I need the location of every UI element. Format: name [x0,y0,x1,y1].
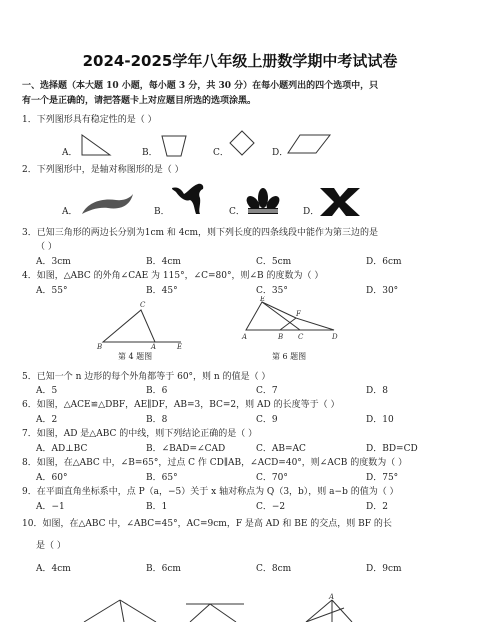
q4-label-a: A [151,343,157,350]
q10-option-c: C．8cm [256,564,292,574]
q4-label-b: B [97,343,103,350]
q6-stem: 6．如图，△ACE≌△DBF，AE∥DF，AB=3，BC=2，则 AD 的长度等于（ ） [22,400,340,410]
q2-x-logo [318,186,362,218]
q6-option-b: B．8 [146,415,168,425]
q5-option-c: C．7 [256,386,278,396]
q6-label-f: F [296,310,301,318]
q1-option-a: A． [62,148,78,158]
q2-puma-logo [170,182,206,216]
q3-stem: 3．已知三角形的两边长分别为1cm 和 4cm，则下列长度的四条线段中能作为第三边的是 [22,228,379,238]
q6-figure [240,296,340,344]
q1-trapezoid-figure [160,134,188,158]
q9-stem: 9．在平面直角坐标系中，点 P（a，−5）关于 x 轴对称点为 Q（3，b），则 a−b 的值为（ ） [22,487,399,497]
q6-label-d: D [332,333,338,341]
q8-stem: 8．如图，在△ABC 中，∠B=65°，过点 C 作 CD∥AB，∠ACD=40°，则∠ACB 的度数为（ ） [22,458,408,468]
q2-option-d: D． [303,207,320,217]
q2-stem: 2．下列图形中，是轴对称图形的是（ ） [22,165,184,175]
q6-option-c: C．9 [256,415,278,425]
q2-option-b: B． [154,207,170,217]
q6-option-d: D．10 [366,415,394,425]
q5-option-b: B．6 [146,386,168,396]
q7-option-a: A．AD⊥BC [36,444,88,454]
q4-label-c: C [140,301,146,309]
q1-option-d: D． [272,148,289,158]
q10-option-a: A．4cm [36,564,71,574]
q1-parallelogram-figure [286,133,332,155]
q1-diamond-figure [228,129,256,157]
q1-stem: 1．下列图形具有稳定性的是（ ） [22,115,157,125]
q6-label-e: E [260,296,266,303]
q4-option-b: B．45° [146,286,178,296]
q4-label-e: E [177,343,183,350]
page-title: 2024-2025学年八年级上册数学期中考试试卷 [82,52,398,70]
q8-option-a: A．60° [36,473,68,483]
q8-figure-partial [180,596,250,622]
q4-option-c: C．35° [256,286,288,296]
q7-figure-partial [80,598,160,622]
q7-option-d: D．BD=CD [366,444,418,454]
q3-option-b: B．4cm [146,257,181,267]
q8-option-d: D．75° [366,473,399,483]
q9-option-d: D．2 [366,502,388,512]
q10-label-a: A [329,593,335,601]
q4-figure [95,298,185,350]
q10-paren: 是（ ） [36,541,66,551]
q1-option-c: C． [213,148,229,158]
q10-option-d: D．9cm [366,564,402,574]
q2-option-a: A． [62,207,78,217]
q4-option-a: A．55° [36,286,68,296]
q3-paren: （ ） [36,242,57,252]
q5-option-d: D．8 [366,386,388,396]
q6-option-a: A．2 [36,415,58,425]
q10-option-b: B．6cm [146,564,181,574]
q4-figure-caption: 第 4 题图 [118,352,153,361]
q9-option-a: A．−1 [36,502,65,512]
q9-option-c: C．−2 [256,502,286,512]
q6-figure-caption: 第 6 题图 [272,352,307,361]
q7-stem: 7．如图，AD 是△ABC 的中线，则下列结论正确的是（ ） [22,429,258,439]
q2-trefoil-logo [244,186,282,216]
q2-swoosh-logo [80,192,134,218]
q6-label-a: A [242,333,248,341]
q1-triangle-figure [80,133,112,157]
q7-option-c: C．AB=AC [256,444,306,454]
q8-option-b: B．65° [146,473,178,483]
q3-option-c: C．5cm [256,257,292,267]
q10-stem: 10．如图，在△ABC 中，∠ABC=45°，AC=9cm，F 是高 AD 和 BE 的交点，则 BF 的长 [22,519,392,529]
q4-stem: 4．如图，△ABC 的外角∠CAE 为 115°，∠C=80°，则∠B 的度数为（ ） [22,271,324,281]
q6-label-b: B [278,333,284,341]
q9-option-b: B．1 [146,502,168,512]
q3-option-d: D．6cm [366,257,402,267]
section-heading-line2: 有一个是正确的，请把答题卡上对应题目所选的选项涂黑。 [22,96,257,106]
q3-option-a: A．3cm [36,257,71,267]
q8-option-c: C．70° [256,473,288,483]
q4-option-d: D．30° [366,286,399,296]
q5-option-a: A．5 [36,386,58,396]
q2-option-c: C． [229,207,245,217]
q7-option-b: B．∠BAD=∠CAD [146,444,226,454]
q6-label-c: C [298,333,304,341]
section-heading-line1: 一、选择题（本大题 10 小题，每小题 3 分，共 30 分）在每小题列出的四个选项中，只 [22,81,379,91]
q10-figure-partial [300,592,360,622]
q5-stem: 5．已知一个 n 边形的每个外角都等于 60°，则 n 的值是（ ） [22,372,271,382]
q1-option-b: B． [142,148,158,158]
